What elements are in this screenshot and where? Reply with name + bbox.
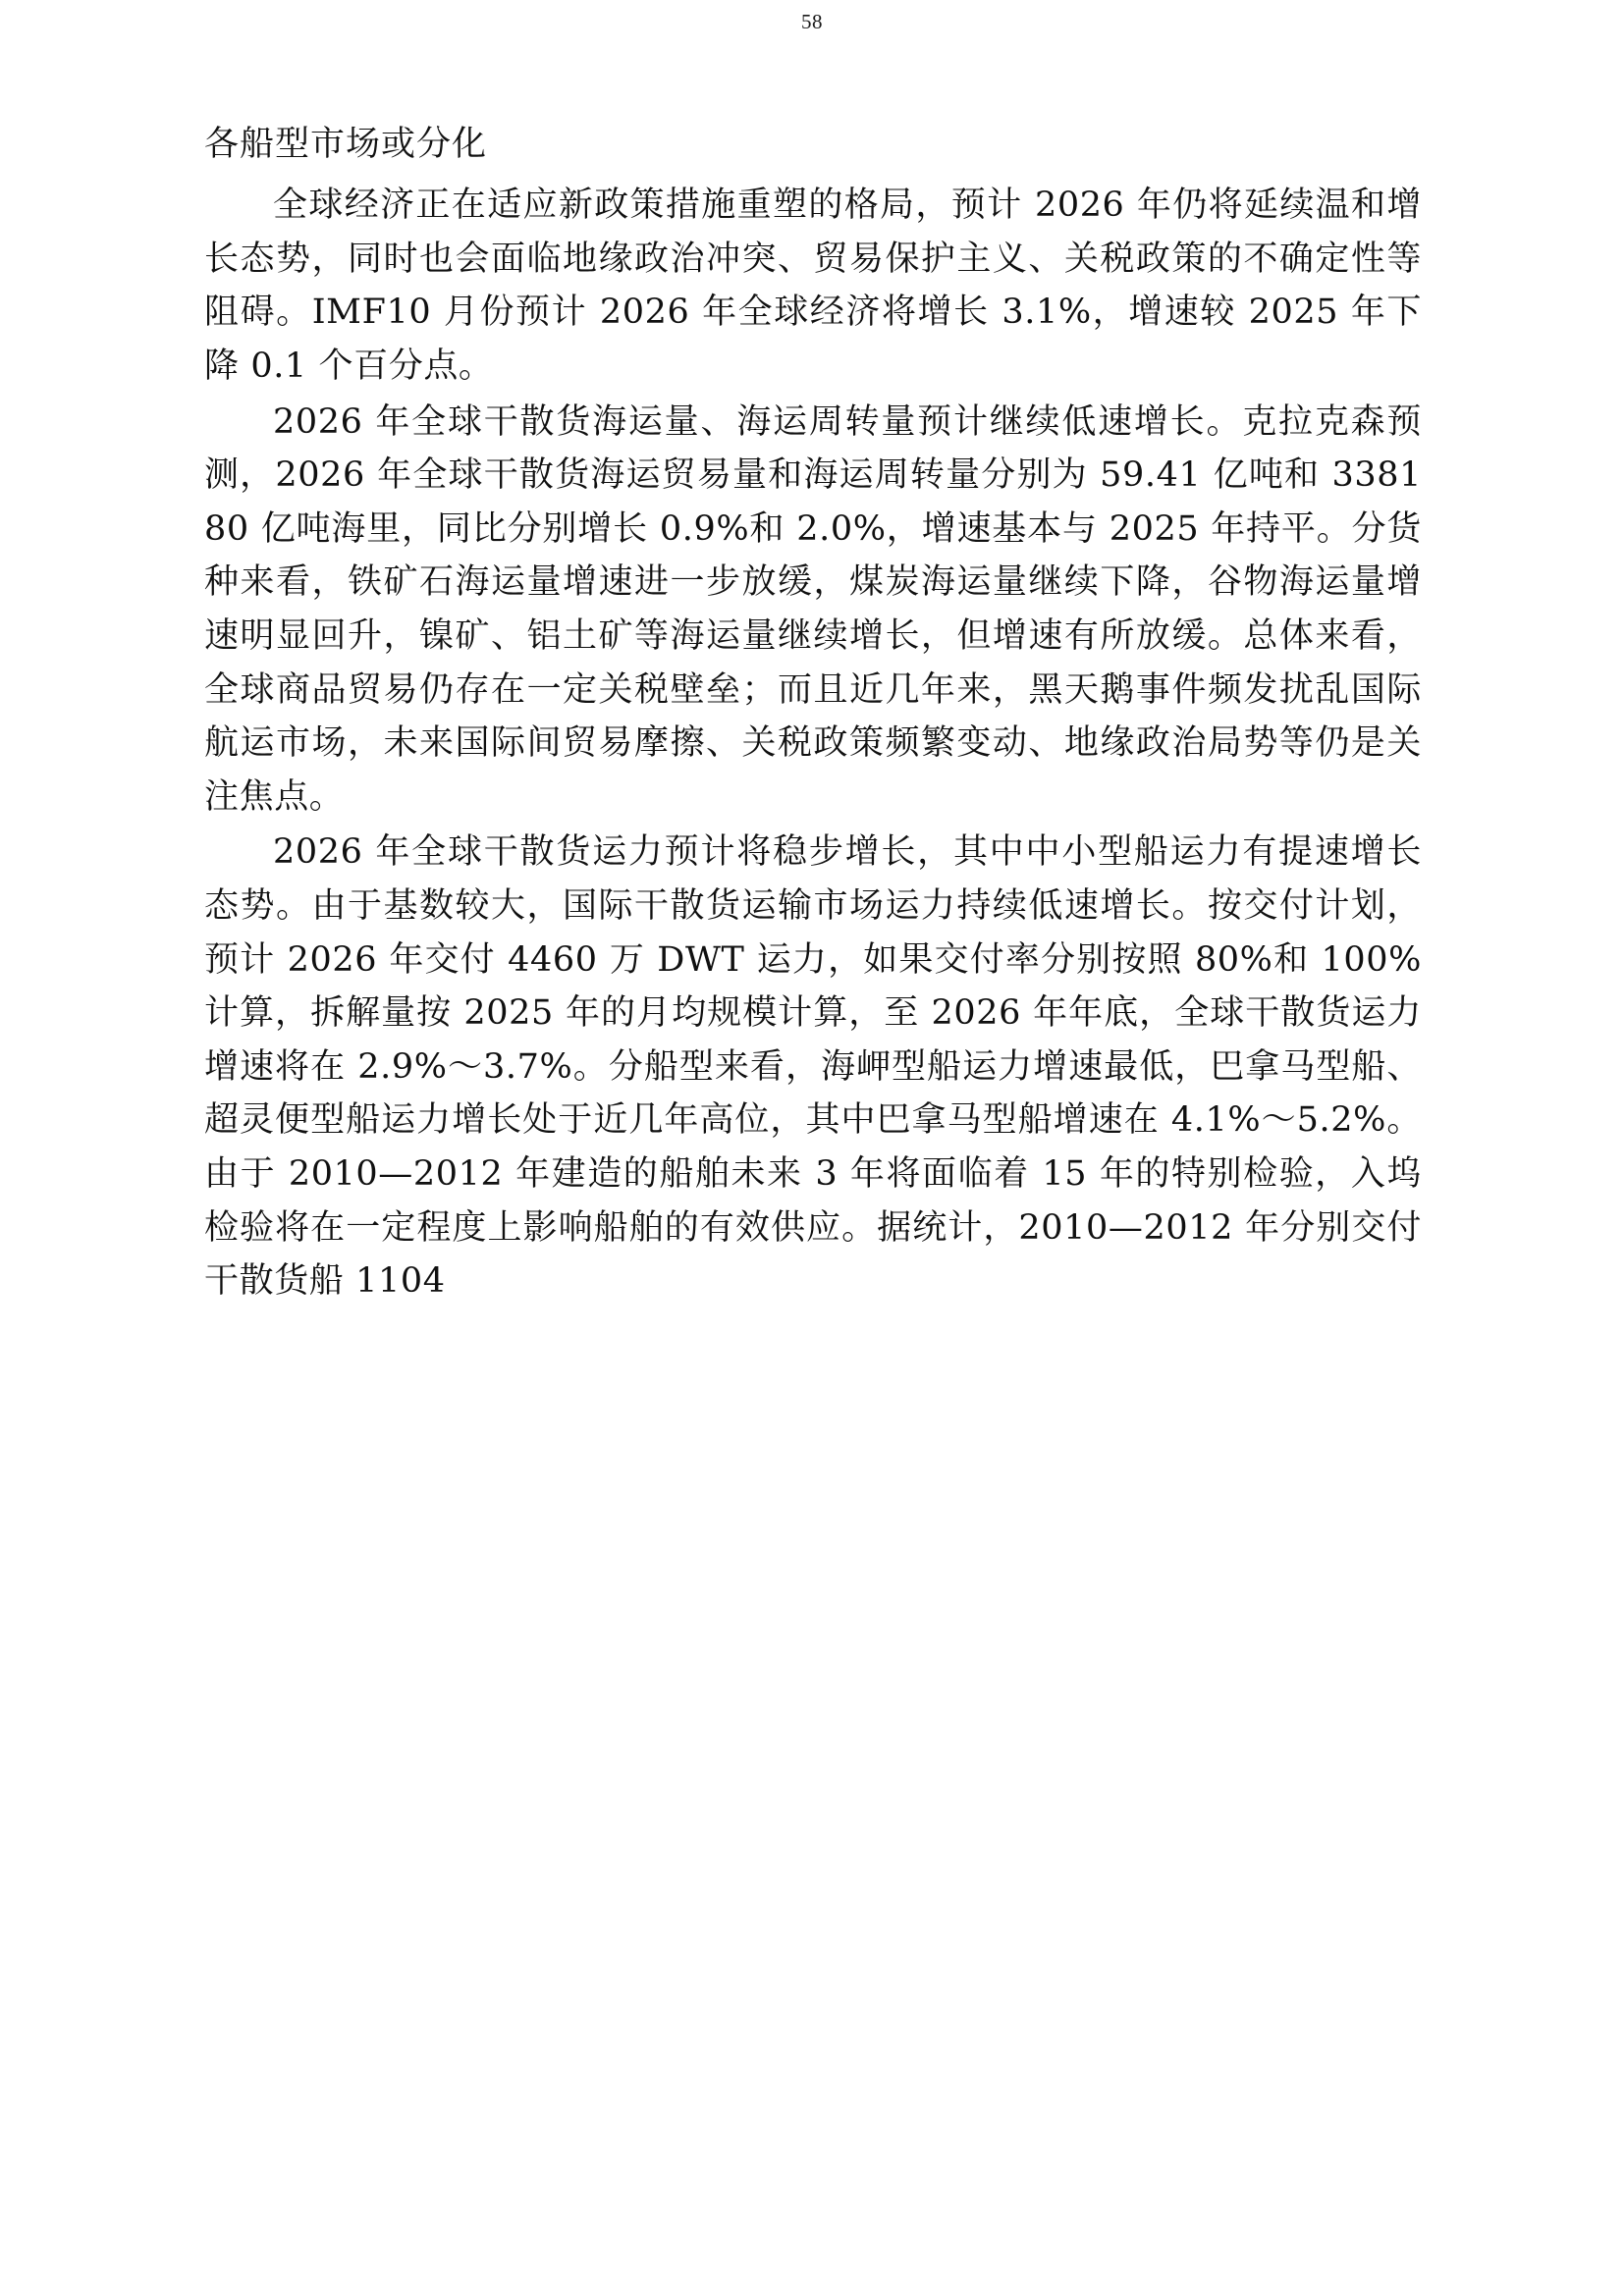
body-paragraph: 全球经济正在适应新政策措施重塑的格局，预计 2026 年仍将延续温和增长态势，同时也会面临地缘政治冲突、贸易保护主义、关税政策的不确定性等阻碍。IMF10 月份预计 2026 年全球经济将增长 3.1%，增速较 2025 年下降 0.1 个百分点。: [204, 186, 1422, 387]
page-number: 58: [801, 10, 823, 33]
body-paragraph: 2026 年全球干散货运力预计将稳步增长，其中中小型船运力有提速增长态势。由于基数较大，国际干散货运输市场运力持续低速增长。按交付计划，预计 2026 年交付 4460 万 DWT 运力，如果交付率分别按照 80%和 100%计算，拆解量按 2025 年的月均规模计算，至 2026 年年底，全球干散货运力增速将在 2.9%～3.7%。分船型来看，海岬型船运力增速最低，巴拿马型船、超灵便型船运力增长处于近几年高位，其中巴拿马型船增速在 4.1%～5.2%。由于 2010—2012 年建造的船舶未来 3 年将面临着 15 年的特别检验，入坞检验将在一定程度上影响船舶的有效供应。据统计，2010—2012 年分别交付干散货船 1104: [204, 832, 1422, 1302]
body-paragraph: 2026 年全球干散货海运量、海运周转量预计继续低速增长。克拉克森预测，2026 年全球干散货海运贸易量和海运周转量分别为 59.41 亿吨和 338180 亿吨海里，同比分别增长 0.9%和 2.0%，增速基本与 2025 年持平。分货种来看，铁矿石海运量增速进一步放缓，煤炭海运量继续下降，谷物海运量增速明显回升，镍矿、铝土矿等海运量继续增长，但增速有所放缓。总体来看，全球商品贸易仍存在一定关税壁垒；而且近几年来，黑天鹅事件频发扰乱国际航运市场，未来国际间贸易摩擦、关税政策频繁变动、地缘政治局势等仍是关注焦点。: [204, 401, 1422, 817]
section-heading: 各船型市场或分化: [204, 125, 488, 164]
page-content: [204, 118, 1422, 1308]
